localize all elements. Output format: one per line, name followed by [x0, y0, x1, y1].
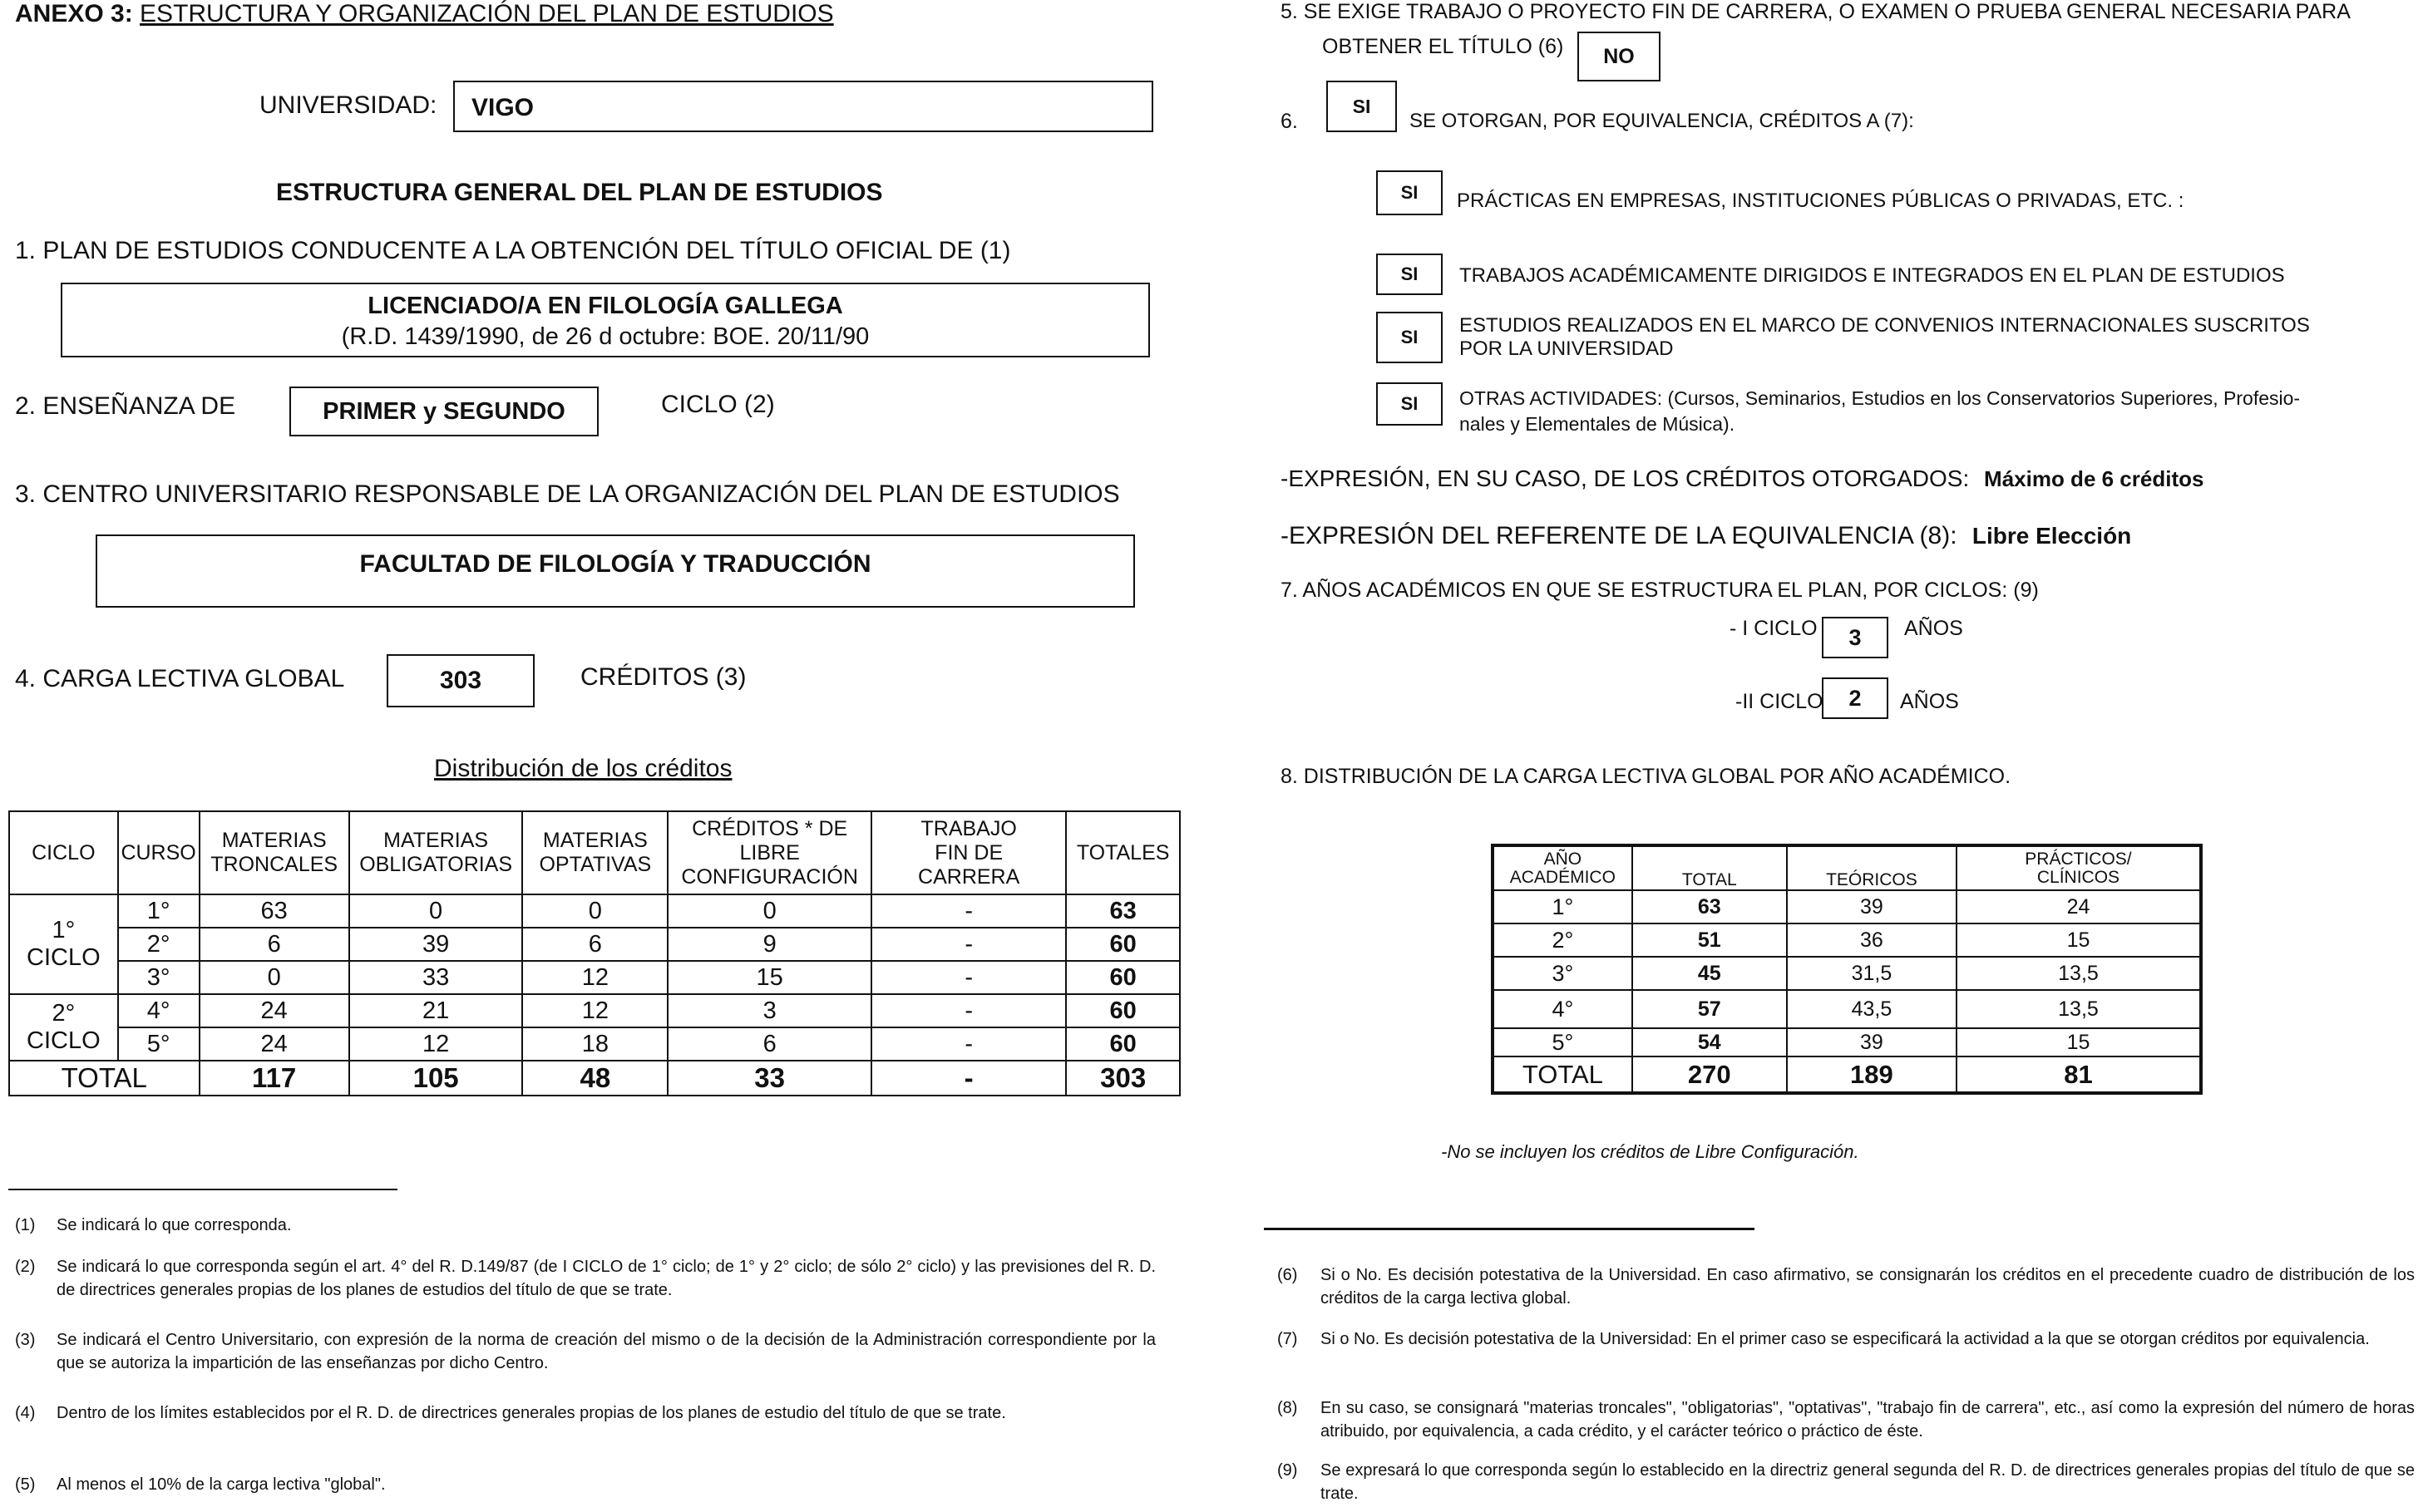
value-cell: 24 [200, 994, 349, 1027]
header-totales: TOTALES [1066, 811, 1180, 894]
option-value: SI [1400, 182, 1419, 203]
equivalence-reference-label: -EXPRESIÓN DEL REFERENTE DE LA EQUIVALENCIA (8): [1281, 522, 1957, 549]
value-cell: 24 [1957, 890, 2201, 923]
year-cell: 1° [1493, 890, 1632, 923]
footnote-number: (1) [15, 1216, 36, 1234]
row-total-cell: 63 [1066, 894, 1180, 928]
value-cell: 45 [1632, 957, 1787, 990]
item-6-number: 6. [1281, 110, 1298, 133]
footnote-number: (4) [15, 1404, 36, 1422]
table-row [1493, 990, 2201, 1028]
equivalence-reference [1281, 522, 2131, 550]
value-cell: 15 [1957, 1028, 2201, 1056]
degree-title: LICENCIADO/A EN FILOLOGÍA GALLEGA [368, 293, 843, 319]
value-cell: 21 [349, 994, 523, 1027]
cycle-2-years-label: AÑOS [1900, 690, 1959, 713]
year-header-row [1493, 845, 2201, 890]
footnote-1 [15, 1214, 1156, 1239]
section-title: ESTRUCTURA GENERAL DEL PLAN DE ESTUDIOS [276, 179, 883, 206]
footnote-divider [1264, 1228, 1754, 1230]
footnote-6 [1277, 1263, 2415, 1310]
value-cell: 0 [522, 894, 668, 928]
value-cell: - [871, 961, 1066, 994]
footnote-text: Se indicará lo que corresponda. [57, 1216, 292, 1234]
option-box-4 [1376, 382, 1443, 426]
credits-expression-label: -EXPRESIÓN, EN SU CASO, DE LOS CRÉDITOS OTORGADOS: [1281, 465, 1970, 491]
value-cell: 0 [349, 894, 523, 928]
total-label: TOTAL [1493, 1056, 1632, 1093]
table-row [9, 928, 1180, 961]
item-4-suffix: CRÉDITOS (3) [580, 663, 747, 691]
value-cell: 43,5 [1787, 990, 1957, 1028]
equivalence-value: SI [1352, 95, 1371, 117]
total-cell: 81 [1957, 1056, 2201, 1093]
footnote-text: En su caso, se consignará "materias troncales", "obligatorias", "optativas", "trabajo fin de carrera", etc., así como la expresión del número de horas atribuido, por equivalencia, a cada crédito, y el carácter teórico o práctico de éste. [1320, 1399, 2415, 1441]
table-row [1493, 957, 2201, 990]
total-cell: 105 [349, 1061, 523, 1096]
value-cell: - [871, 894, 1066, 928]
value-cell: 63 [1632, 890, 1787, 923]
table-row [9, 1027, 1180, 1061]
value-cell: 13,5 [1957, 990, 2201, 1028]
row-total-cell: 60 [1066, 1027, 1180, 1061]
year-cell: 5° [1493, 1028, 1632, 1056]
footnote-9 [1277, 1459, 2415, 1505]
global-load-value: 303 [439, 667, 482, 694]
equivalence-box [1326, 81, 1397, 132]
row-total-cell: 60 [1066, 994, 1180, 1027]
footnote-3 [15, 1328, 1156, 1378]
value-cell: 39 [1787, 1028, 1957, 1056]
value-cell: - [871, 1027, 1066, 1061]
footnote-number: (8) [1277, 1399, 1298, 1417]
header-trabajo-fin: TRABAJO FIN DE CARRERA [871, 811, 1066, 894]
item-7-label: 7. AÑOS ACADÉMICOS EN QUE SE ESTRUCTURA EL PLAN, POR CICLOS: (9) [1281, 579, 2039, 602]
final-project-box [1577, 32, 1661, 81]
footnote-number: (2) [15, 1258, 36, 1276]
value-cell: 12 [522, 961, 668, 994]
item-5-line-1: 5. SE EXIGE TRABAJO O PROYECTO FIN DE CARRERA, O EXAMEN O PRUEBA GENERAL NECESARIA PARA [1281, 0, 2351, 23]
value-cell: 3 [668, 994, 871, 1027]
annex-heading [15, 0, 834, 28]
table-row [9, 894, 1180, 928]
total-cell: 270 [1632, 1056, 1787, 1093]
value-cell: - [871, 928, 1066, 961]
value-cell: 9 [668, 928, 871, 961]
option-box-1 [1376, 170, 1443, 215]
header-teoricos: TEÓRICOS [1787, 845, 1957, 890]
university-value: VIGO [471, 94, 535, 121]
header-year: AÑO ACADÉMICO [1493, 845, 1632, 890]
total-cell: 33 [668, 1061, 871, 1096]
cycle-1-years-value: 3 [1848, 624, 1862, 650]
table-row [9, 961, 1180, 994]
table-row [1493, 890, 2201, 923]
footnote-number: (5) [15, 1475, 36, 1494]
cycle-1-cell: 1° CICLO [9, 894, 118, 994]
academic-year-table [1491, 844, 2203, 1095]
header-obligatorias: MATERIAS OBLIGATORIAS [349, 811, 523, 894]
value-cell: - [871, 994, 1066, 1027]
option-box-2 [1376, 254, 1443, 295]
header-libre-config: CRÉDITOS * DE LIBRE CONFIGURACIÓN [668, 811, 871, 894]
total-cell: 189 [1787, 1056, 1957, 1093]
option-text-1: PRÁCTICAS EN EMPRESAS, INSTITUCIONES PÚBLICAS O PRIVADAS, ETC. : [1457, 190, 2184, 212]
option-box-3 [1376, 312, 1443, 363]
year-cell: 4° [1493, 990, 1632, 1028]
value-cell: 54 [1632, 1028, 1787, 1056]
value-cell: 12 [522, 994, 668, 1027]
totals-row [9, 1061, 1180, 1096]
course-cell: 2° [118, 928, 200, 961]
value-cell: 0 [200, 961, 349, 994]
cycle-1-years-box [1822, 617, 1888, 658]
footnote-text: Se indicará el Centro Universitario, con expresión de la norma de creación del mismo o de la decisión de la Administración correspondiente por la que se autoriza la impartición de las enseñanzas por dicho Centro. [57, 1331, 1156, 1372]
footnote-number: (9) [1277, 1461, 1298, 1480]
item-5-line-2: OBTENER EL TÍTULO (6) [1322, 35, 1564, 58]
item-8-label: 8. DISTRIBUCIÓN DE LA CARGA LECTIVA GLOBAL POR AÑO ACADÉMICO. [1281, 765, 2011, 788]
value-cell: 51 [1632, 923, 1787, 957]
footnote-text: Se expresará lo que corresponda según lo establecido en la directriz general segunda del R. D. de directrices generales propias del título de que se trate. [1320, 1461, 2415, 1503]
value-cell: 6 [522, 928, 668, 961]
footnote-number: (6) [1277, 1266, 1298, 1284]
table-note: -No se incluyen los créditos de Libre Configuración. [1441, 1141, 1859, 1162]
value-cell: 24 [200, 1027, 349, 1061]
faculty-box [96, 534, 1135, 608]
item-2-suffix: CICLO (2) [661, 391, 775, 418]
value-cell: 12 [349, 1027, 523, 1061]
row-total-cell: 60 [1066, 928, 1180, 961]
footnote-divider [8, 1189, 397, 1190]
value-cell: 39 [349, 928, 523, 961]
course-cell: 1° [118, 894, 200, 928]
annex-title: ESTRUCTURA Y ORGANIZACIÓN DEL PLAN DE ESTUDIOS [140, 0, 834, 27]
footnote-8 [1277, 1396, 2415, 1443]
distribution-title: Distribución de los créditos [434, 755, 733, 782]
value-cell: 13,5 [1957, 957, 2201, 990]
footnote-5 [15, 1473, 1156, 1498]
totals-row [1493, 1056, 2201, 1093]
option-value: SI [1400, 327, 1419, 347]
teaching-cycle-box [289, 387, 599, 436]
table-row [1493, 1028, 2201, 1056]
annex-label: ANEXO 3: [15, 0, 133, 27]
footnote-text: Dentro de los límites establecidos por el R. D. de directrices generales propias de los planes de estudio del título de que se trate. [57, 1404, 1006, 1422]
header-practicos: PRÁCTICOS/ CLÍNICOS [1957, 845, 2201, 890]
course-cell: 3° [118, 961, 200, 994]
footnote-text: Si o No. Es decisión potestativa de la Universidad. En caso afirmativo, se consignarán los créditos en el precedente cuadro de distribución de los créditos de la carga lectiva global. [1320, 1266, 2415, 1308]
credits-distribution-table [8, 810, 1181, 1096]
value-cell: 15 [668, 961, 871, 994]
row-total-cell: 60 [1066, 961, 1180, 994]
cycle-1-years-label: AÑOS [1904, 617, 1963, 640]
course-cell: 5° [118, 1027, 200, 1061]
faculty-value: FACULTAD DE FILOLOGÍA Y TRADUCCIÓN [359, 550, 871, 578]
equivalence-reference-value: Libre Elección [1971, 523, 2132, 549]
item-6-text: SE OTORGAN, POR EQUIVALENCIA, CRÉDITOS A (7): [1409, 110, 1914, 132]
credits-expression-value: Máximo de 6 créditos [1984, 466, 2204, 491]
option-text-4b: nales y Elementales de Música). [1459, 413, 1735, 435]
item-4-label: 4. CARGA LECTIVA GLOBAL [15, 665, 345, 692]
footnote-text: Se indicará lo que corresponda según el art. 4° del R. D.149/87 (de I CICLO de 1° ciclo; de 1° y 2° ciclo; de sólo 2° ciclo) y las previsiones del R. D. de directrices generales propias de los planes de estudios del título de que se trate. [57, 1258, 1156, 1299]
cycle-2-label: -II CICLO [1735, 690, 1823, 713]
item-2-label: 2. ENSEÑANZA DE [15, 392, 236, 420]
header-ciclo: CICLO [9, 811, 118, 894]
option-value: SI [1400, 263, 1419, 284]
value-cell: 57 [1632, 990, 1787, 1028]
cycle-2-cell: 2° CICLO [9, 994, 118, 1061]
degree-reference: (R.D. 1439/1990, de 26 d octubre: BOE. 20/11/90 [341, 323, 870, 350]
option-text-3a: ESTUDIOS REALIZADOS EN EL MARCO DE CONVENIOS INTERNACIONALES SUSCRITOS [1459, 314, 2310, 337]
final-project-value: NO [1603, 44, 1635, 68]
value-cell: 31,5 [1787, 957, 1957, 990]
year-cell: 3° [1493, 957, 1632, 990]
header-curso: CURSO [118, 811, 200, 894]
value-cell: 39 [1787, 890, 1957, 923]
cycle-2-years-value: 2 [1848, 685, 1862, 711]
header-total: TOTAL [1632, 845, 1787, 890]
item-1-label: 1. PLAN DE ESTUDIOS CONDUCENTE A LA OBTENCIÓN DEL TÍTULO OFICIAL DE (1) [15, 237, 1011, 264]
footnote-7 [1277, 1327, 2415, 1374]
total-cell: 48 [522, 1061, 668, 1096]
cycle-1-label: - I CICLO [1730, 617, 1818, 640]
total-cell: 117 [200, 1061, 349, 1096]
value-cell: 18 [522, 1027, 668, 1061]
option-value: SI [1400, 393, 1419, 414]
item-3-label: 3. CENTRO UNIVERSITARIO RESPONSABLE DE LA ORGANIZACIÓN DEL PLAN DE ESTUDIOS [15, 480, 1120, 508]
university-field [453, 81, 1153, 132]
header-optativas: MATERIAS OPTATIVAS [522, 811, 668, 894]
table-row [1493, 923, 2201, 957]
footnote-number: (7) [1277, 1330, 1298, 1348]
credits-header-row [9, 811, 1180, 894]
degree-title-box [61, 283, 1150, 357]
footnote-text: Si o No. Es decisión potestativa de la Universidad: En el primer caso se especificará la actividad a la que se otorgan créditos por equivalencia. [1320, 1330, 2370, 1348]
value-cell: 0 [668, 894, 871, 928]
cycle-2-years-box [1822, 677, 1888, 719]
footnote-number: (3) [15, 1331, 36, 1349]
total-cell: 303 [1066, 1061, 1180, 1096]
total-cell: - [871, 1061, 1066, 1096]
value-cell: 63 [200, 894, 349, 928]
global-load-box [387, 654, 535, 707]
footnote-text: Al menos el 10% de la carga lectiva "global". [57, 1475, 386, 1494]
credits-expression [1281, 465, 2203, 492]
course-cell: 4° [118, 994, 200, 1027]
option-text-3b: POR LA UNIVERSIDAD [1459, 337, 1674, 360]
option-text-4a: OTRAS ACTIVIDADES: (Cursos, Seminarios, Estudios en los Conservatorios Superiores, Profesio- [1459, 387, 2301, 409]
teaching-cycle-value: PRIMER y SEGUNDO [323, 397, 565, 425]
value-cell: 36 [1787, 923, 1957, 957]
footnote-4 [15, 1401, 1156, 1451]
table-row [9, 994, 1180, 1027]
value-cell: 6 [200, 928, 349, 961]
option-text-2: TRABAJOS ACADÉMICAMENTE DIRIGIDOS E INTEGRADOS EN EL PLAN DE ESTUDIOS [1459, 264, 2285, 287]
footnote-2 [15, 1255, 1156, 1305]
university-label: UNIVERSIDAD: [259, 91, 437, 119]
value-cell: 33 [349, 961, 523, 994]
header-troncales: MATERIAS TRONCALES [200, 811, 349, 894]
value-cell: 15 [1957, 923, 2201, 957]
year-cell: 2° [1493, 923, 1632, 957]
total-label: TOTAL [9, 1061, 200, 1096]
value-cell: 6 [668, 1027, 871, 1061]
